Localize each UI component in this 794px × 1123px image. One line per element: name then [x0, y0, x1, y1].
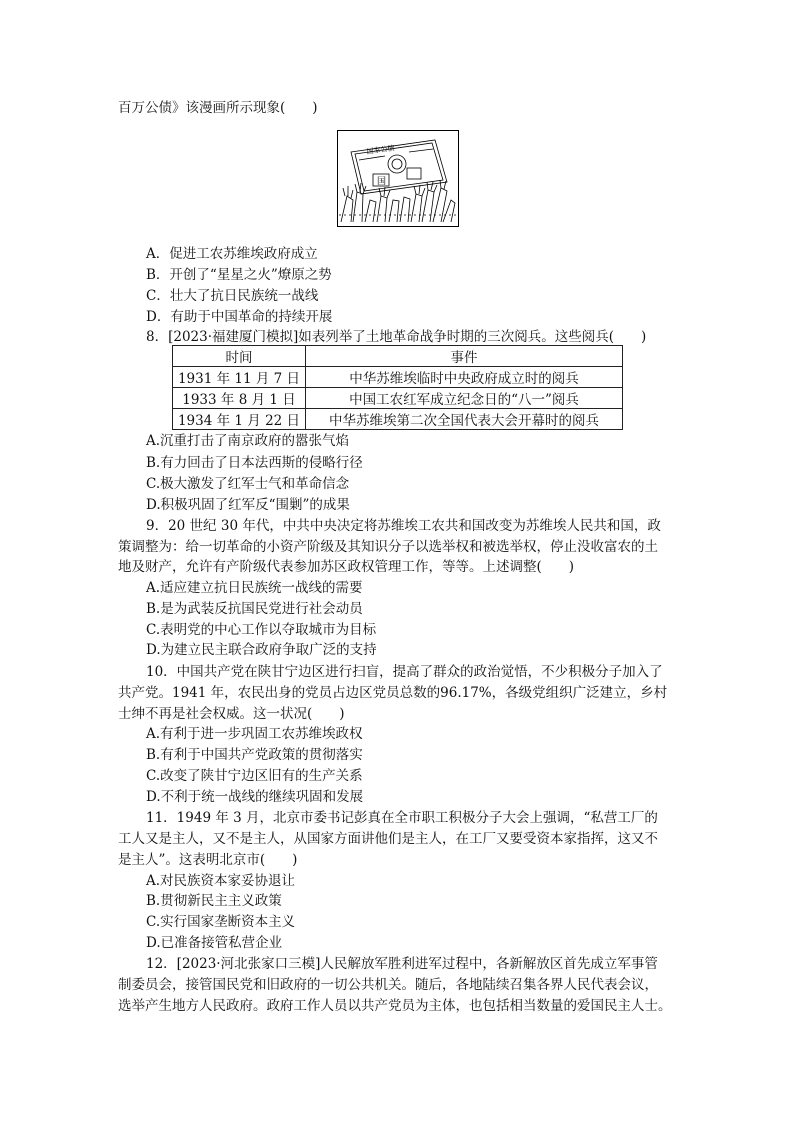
- q10-option-a: A.有利于进一步巩固工农苏维埃政权: [146, 726, 363, 742]
- q11-option-d: D.已准备接管私营企业: [146, 935, 283, 951]
- table-row: [173, 409, 623, 430]
- cartoon-bond-label: 国: [377, 177, 387, 187]
- q8-stem: 8．[2023·福建厦门模拟]如表列举了土地革命战争时期的三次阅兵。这些阅兵( ): [146, 329, 647, 345]
- q9-stem-line-3: 地及财产，允许有产阶级代表参加苏区政权管理工作，等等。上述调整( ): [118, 559, 575, 575]
- q12-stem-line-1: 12．[2023·河北张家口三模]人民解放军胜利进军过程中，各新解放区首先成立军事管: [146, 956, 658, 972]
- table-row: [173, 367, 623, 388]
- q11-option-b: B.贯彻新民主主义政策: [146, 893, 282, 909]
- q9-option-d: D.为建立民主联合政府争取广泛的支持: [146, 642, 377, 658]
- table-header-event: 事件: [306, 346, 623, 367]
- q7-stem-tail: 百万公债》该漫画所示现象( ): [118, 100, 318, 116]
- q12-stem-line-3: 选举产生地方人民政府。政府工作人员以共产党员为主体，也包括相当数量的爱国民主人士。: [118, 998, 672, 1014]
- q12-stem-line-2: 制委员会，接管国民党和旧政府的一切公共机关。随后，各地陆续召集各界人民代表会议，: [118, 977, 658, 993]
- q9-option-c: C.表明党的中心工作以夺取城市为目标: [146, 622, 377, 638]
- q7-option-b: B．开创了“星星之火”燎原之势: [146, 267, 332, 283]
- table-cell-time: 1933 年 8 月 1 日: [173, 388, 306, 409]
- q7-option-a: A．促进工农苏维埃政府成立: [146, 246, 318, 262]
- q7-option-c: C．壮大了抗日民族统一战线: [146, 288, 319, 304]
- q11-option-c: C.实行国家垄断资本主义: [146, 914, 296, 930]
- table-cell-event: 中国工农红军成立纪念日的“八一”阅兵: [306, 388, 623, 409]
- q9-stem-line-2: 策调整为：给一切革命的小资产阶级及其知识分子以选举权和被选举权，停止没收富农的土: [118, 539, 658, 555]
- table-header-row: [173, 346, 623, 367]
- table-header-time: 时间: [173, 346, 306, 367]
- q7-option-d: D．有助于中国革命的持续开展: [146, 309, 333, 325]
- bond-cartoon-image: [337, 130, 459, 227]
- table-cell-event: 中华苏维埃临时中央政府成立时的阅兵: [306, 367, 623, 388]
- q8-option-b: B.有力回击了日本法西斯的侵略行径: [146, 455, 363, 471]
- parade-table: [172, 345, 623, 430]
- cartoon-bond-title: 国家公债: [366, 144, 396, 156]
- table-row: [173, 388, 623, 409]
- q10-stem-line-3: 士绅不再是社会权威。这一状况( ): [118, 706, 345, 722]
- q10-stem-line-1: 10．中国共产党在陕甘宁边区进行扫盲，提高了群众的政治觉悟，不少积极分子加入了: [146, 664, 663, 680]
- q11-option-a: A.对民族资本家妥协退让: [146, 873, 296, 889]
- table-cell-time: 1934 年 1 月 22 日: [173, 409, 306, 430]
- q11-stem-line-3: 是主人”。这表明北京市( ): [118, 852, 298, 868]
- q11-stem-line-1: 11．1949 年 3 月，北京市委书记彭真在全市职工积极分子大会上强调，“私营工厂的: [146, 810, 658, 826]
- table-cell-time: 1931 年 11 月 7 日: [173, 367, 306, 388]
- q9-stem-line-1: 9．20 世纪 30 年代，中共中央决定将苏维埃工农共和国改变为苏维埃人民共和国，政: [146, 518, 661, 534]
- q10-option-b: B.有利于中国共产党政策的贯彻落实: [146, 747, 363, 763]
- q10-option-c: C.改变了陕甘宁边区旧有的生产关系: [146, 768, 363, 784]
- q8-option-c: C.极大激发了红军士气和革命信念: [146, 476, 350, 492]
- q9-option-b: B.是为武装反抗国民党进行社会动员: [146, 601, 363, 617]
- q8-option-d: D.积极巩固了红军反“围剿”的成果: [146, 497, 350, 513]
- q10-stem-line-2: 共产党。1941 年，农民出身的党员占边区党员总数的96.17%，各级党组织广泛建立，乡村: [118, 685, 668, 701]
- q9-option-a: A.适应建立抗日民族统一战线的需要: [146, 580, 363, 596]
- q8-option-a: A.沉重打击了南京政府的嚣张气焰: [146, 433, 350, 449]
- q10-option-d: D.不利于统一战线的继续巩固和发展: [146, 789, 364, 805]
- q11-stem-line-2: 工人又是主人，又不是主人，从国家方面讲他们是主人，在工厂又要受资本家指挥，这又不: [118, 831, 658, 847]
- table-cell-event: 中华苏维埃第二次全国代表大会开幕时的阅兵: [306, 409, 623, 430]
